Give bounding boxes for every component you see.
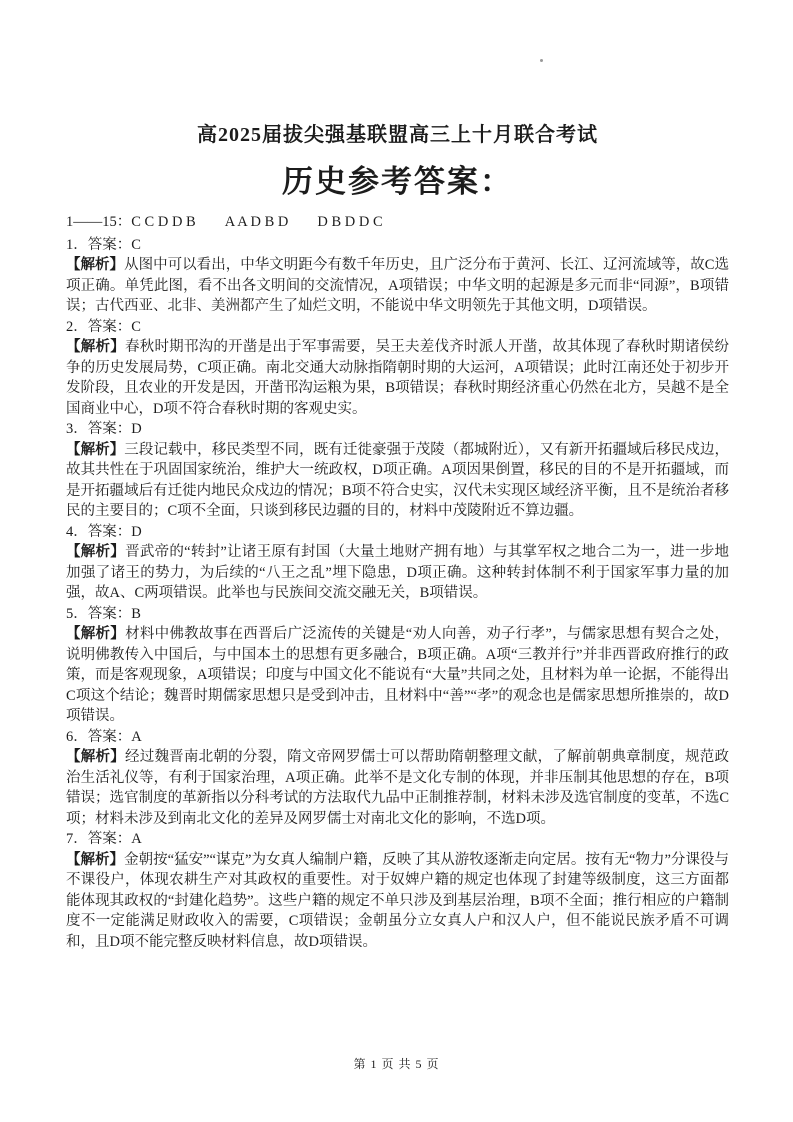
- answer-block: [66, 317, 729, 420]
- analysis-paragraph: [66, 542, 729, 604]
- analysis-label: 【解析】: [66, 441, 125, 458]
- answer-block: [66, 522, 729, 604]
- answer-line: 6．答案：A: [66, 728, 142, 745]
- analysis-paragraph: [66, 440, 729, 522]
- answer-block: [66, 604, 729, 727]
- answer-block: [66, 829, 729, 952]
- analysis-text: 经过魏晋南北朝的分裂，隋文帝网罗儒士可以帮助隋朝整理文献，了解前朝典章制度，规范政治生活礼仪等，有利于国家治理，A项正确。此举不是文化专制的体现，并非压制其他思想的存在，B项错误；选官制度的革新指以分科考试的方法取代九品中正制推荐制，材料未涉及选官制度的变革，不选C项；材料未涉及到南北文化的差异及网罗儒士对南北文化的影响，不选D项。: [66, 749, 730, 827]
- answer-line: 1．答案：C: [66, 236, 141, 253]
- answers-list: [66, 235, 729, 953]
- page-number-text: 第 1 页 共 5 页: [353, 1057, 440, 1071]
- analysis-paragraph: [66, 255, 729, 317]
- answer-block: [66, 235, 729, 317]
- answer-line: 3．答案：D: [66, 421, 142, 437]
- document-content: [66, 118, 729, 952]
- analysis-text: 从图中可以看出，中华文明距今有数千年历史，且广泛分布于黄河、长江、辽河流域等，故C选项正确。单凭此图，看不出各文明间的交流情况，A项错误；中华文明的起源是多元而非“同源”，B项错误；古代西亚、北非、美洲都产生了灿烂文明，不能说中华文明领先于其他文明，D项错误。: [66, 257, 730, 314]
- analysis-paragraph: [66, 624, 729, 727]
- analysis-text: 三段记载中，移民类型不同，既有迁徙豪强于茂陵（都城附近），又有新开拓疆域后移民戍边，故其共性在于巩固国家统治，维护大一统政权，D项正确。A项因果倒置，移民的目的不是开拓疆域，而是开拓疆域后有迁徙内地民众戍边的情况；B项不符合史实，汉代未实现区域经济平衡，且不是统治者移民的主要目的；C项不全面，只谈到移民边疆的目的，材料中茂陵附近不算边疆。: [66, 441, 730, 519]
- answer-block: [66, 727, 729, 830]
- analysis-text: 金朝按“猛安”“谋克”为女真人编制户籍，反映了其从游牧逐渐走向定居。按有无“物力”分课役与不课役户，体现农耕生产对其政权的重要性。对于奴婢户籍的规定也体现了封建等级制度，这三方面都能体现其政权的“封建化趋势”。这些户籍的规定不单只涉及到基层治理，B项不全面；推行相应的户籍制度不一定能满足财政收入的需要，C项错误；金朝虽分立女真人户和汉人户，但不能说民族矛盾不可调和，且D项不能完整反映材料信息，故D项错误。: [66, 851, 729, 950]
- exam-title: 高2025届拔尖强基联盟高三上十月联合考试: [197, 124, 598, 146]
- analysis-label: 【解析】: [66, 339, 125, 355]
- analysis-paragraph: [66, 337, 729, 419]
- answer-line: 2．答案：C: [66, 318, 141, 335]
- analysis-label: 【解析】: [66, 544, 126, 560]
- page-footer: [0, 1055, 793, 1072]
- scan-artifact-dot: [540, 59, 543, 62]
- analysis-label: 【解析】: [66, 626, 126, 642]
- answer-line: 5．答案：B: [66, 605, 141, 622]
- analysis-paragraph: [66, 747, 729, 829]
- answer-line: 4．答案：D: [66, 523, 142, 540]
- analysis-label: 【解析】: [66, 851, 125, 868]
- analysis-text: 春秋时期邗沟的开凿是出于军事需要，吴王夫差伐齐时派人开凿，故其体现了春秋时期诸侯纷争的历史发展局势，C项正确。南北交通大动脉指隋朝时期的大运河，A项错误；此时江南还处于初步开发阶段，且农业的开发是因，开凿邗沟运粮为果，B项错误；春秋时期经济重心仍然在北方，吴越不是全国商业中心，D项不符合春秋时期的客观史实。: [66, 339, 730, 417]
- answer-line: 7．答案：A: [66, 831, 142, 847]
- analysis-label: 【解析】: [66, 749, 125, 765]
- analysis-paragraph: [66, 850, 729, 953]
- analysis-label: 【解析】: [66, 257, 125, 273]
- answers-heading: 历史参考答案：: [282, 164, 513, 199]
- analysis-text: 晋武帝的“转封”让诸王原有封国（大量土地财产拥有地）与其掌军权之地合二为一，进一步地加强了诸王的势力，为后续的“八王之乱”埋下隐患，D项正确。这种转封体制不利于国家军事力量的加强，故A、C两项错误。此举也与民族间交流交融无关，B项错误。: [66, 544, 729, 601]
- analysis-text: 材料中佛教故事在西晋后广泛流传的关键是“劝人向善，劝子行孝”，与儒家思想有契合之处，说明佛教传入中国后，与中国本土的思想有更多融合，B项正确。A项“三教并行”并非西晋政府推行的政策，而是客观现象，A项错误；印度与中国文化不能说有“大量”共同之处，且材料为单一论据，不能得出C项这个结论；魏晋时期儒家思想只是受到冲击，且材料中“善”“孝”的观念也是儒家思想所推崇的，故D项错误。: [66, 626, 729, 724]
- answer-block: [66, 419, 729, 522]
- answer-summary-line: 1——15：C C D D B A A D B D D B D D C: [66, 214, 383, 230]
